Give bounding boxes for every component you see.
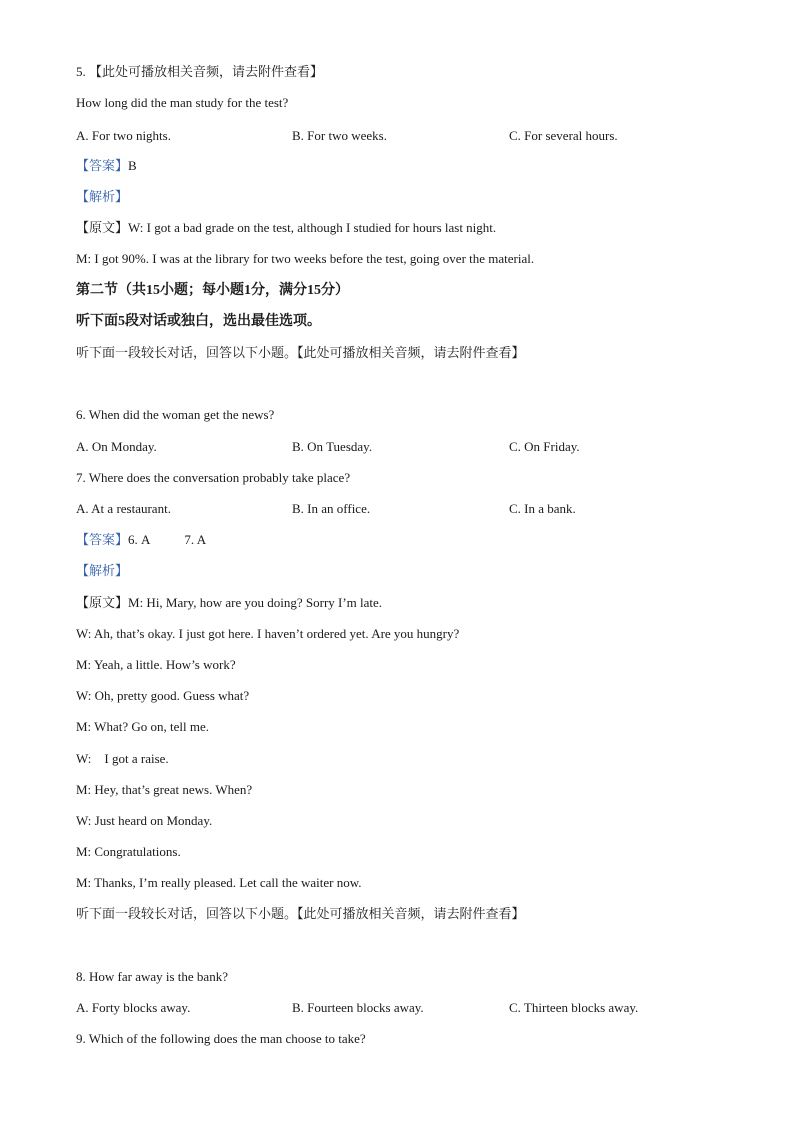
q7-option-c: C. In a bank. (509, 501, 576, 516)
transcript-line: W: Ah, that’s okay. I just got here. I haven’t ordered yet. Are you hungry? (76, 626, 460, 641)
q8-option-b: B. Fourteen blocks away. (292, 1000, 424, 1015)
q5-number: 5. (76, 64, 86, 79)
q5-audio-link[interactable]: 【此处可播放相关音频，请去附件查看】 (89, 64, 324, 79)
q5-answer (76, 157, 137, 175)
q7-option-a: A. At a restaurant. (76, 501, 171, 516)
transcript-line: M: Congratulations. (76, 844, 181, 859)
q5-option-a: A. For two nights. (76, 128, 171, 143)
q6-question: 6. When did the woman get the news? (76, 407, 275, 422)
q5-question: How long did the man study for the test? (76, 95, 289, 110)
analysis-tag: 【解析】 (76, 189, 129, 204)
transcript-line: W: I got a raise. (76, 751, 169, 766)
q7-question: 7. Where does the conversation probably take place? (76, 470, 351, 485)
q6-option-a: A. On Monday. (76, 439, 157, 454)
transcript-line: W: Just heard on Monday. (76, 813, 213, 828)
answer-tag: 【答案】 (76, 158, 129, 173)
q5-header (76, 63, 323, 81)
transcript-line: 【原文】M: Hi, Mary, how are you doing? Sorry I’m late. (76, 595, 383, 610)
q8-question: 8. How far away is the bank? (76, 969, 228, 984)
transcript-line: W: Oh, pretty good. Guess what? (76, 688, 250, 703)
transcript-line: 【原文】W: I got a bad grade on the test, although I studied for hours last night. (76, 220, 497, 235)
q8-option-a: A. Forty blocks away. (76, 1000, 191, 1015)
q5-option-b: B. For two weeks. (292, 128, 387, 143)
transcript-line: M: Thanks, I’m really pleased. Let call the waiter now. (76, 875, 362, 890)
q9-question: 9. Which of the following does the man choose to take? (76, 1031, 366, 1046)
section-instruction: 听下面5段对话或独白，选出最佳选项。 (76, 314, 321, 329)
answer-tag: 【答案】 (76, 532, 129, 547)
answer-value: 7. A (184, 532, 207, 547)
answer-value: B (128, 158, 137, 173)
transcript-line: M: Yeah, a little. How’s work? (76, 657, 236, 672)
q8-option-c: C. Thirteen blocks away. (509, 1000, 639, 1015)
dialog-intro[interactable]: 听下面一段较长对话，回答以下小题。【此处可播放相关音频，请去附件查看】 (76, 345, 525, 360)
q7-option-b: B. In an office. (292, 501, 371, 516)
q6-option-c: C. On Friday. (509, 439, 580, 454)
q5-option-c: C. For several hours. (509, 128, 618, 143)
original-tag: 【原文】 (76, 220, 129, 235)
q67-answer (76, 531, 206, 549)
transcript-line: M: I got 90%. I was at the library for two weeks before the test, going over the material. (76, 251, 535, 266)
section-title: 第二节（共15小题；每小题1分，满分15分） (76, 283, 349, 298)
original-tag: 【原文】 (76, 595, 129, 610)
answer-value: 6. A (128, 532, 151, 547)
analysis-tag: 【解析】 (76, 563, 129, 578)
dialog-intro[interactable]: 听下面一段较长对话，回答以下小题。【此处可播放相关音频，请去附件查看】 (76, 906, 525, 921)
transcript-line: M: Hey, that’s great news. When? (76, 782, 253, 797)
q6-option-b: B. On Tuesday. (292, 439, 373, 454)
transcript-line: M: What? Go on, tell me. (76, 719, 209, 734)
